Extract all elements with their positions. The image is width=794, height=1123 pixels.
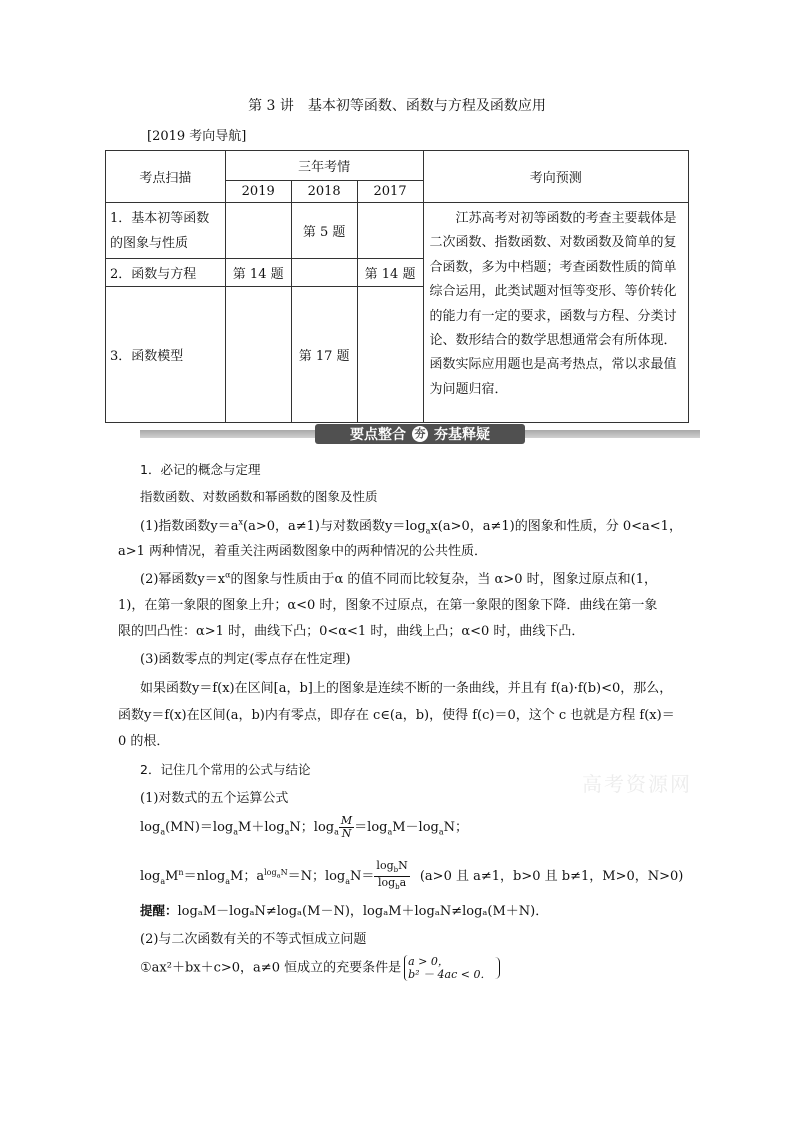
page-title: 第 3 讲 基本初等函数、函数与方程及函数应用 xyxy=(248,98,546,114)
year-2017: 2017 xyxy=(357,181,423,203)
banner-left-text: 要点整合 xyxy=(350,427,406,443)
table-row-topic-2: 2．函数与方程 xyxy=(106,259,226,287)
para-1: (1)指数函数$y=a^x(a>0$，a≠1)与对数函数$y=\log_ax(a>0$，a≠1)的图象和性质，分 0<a<1， xyxy=(140,517,682,536)
section2-heading: 2．记住几个常用的公式与结论 xyxy=(140,762,311,777)
header-three-years: 三年考情 xyxy=(225,151,423,181)
table-row-topic-1: 1．基本初等函数 的图象与性质 xyxy=(106,203,226,259)
tip-line: 提醒：logₐM－logₐN≠logₐ(M－N)，logₐM＋logₐN≠logₐ(M＋N)． xyxy=(140,903,549,919)
row3-2018: 第 17 题 xyxy=(291,287,357,423)
section1-heading: 1．必记的概念与定理 xyxy=(140,462,261,477)
para-2: (2)幂函数$y=x^\alpha$的图象与性质由于α 的值不同而比较复杂，当 α>0 时，图象过原点和(1， xyxy=(140,570,657,587)
guide-label: [2019 考向导航] xyxy=(147,129,247,144)
year-2019: 2019 xyxy=(225,181,291,203)
year-2018: 2018 xyxy=(291,181,357,203)
para-3: (3)函数零点的判定(零点存在性定理) xyxy=(140,652,351,667)
log-formula-line-1: $\log_a(MN)=\log_aM+\log_aN$；$\log_a$ $\frac{M}{N}$ $=\log_aM-\log_aN$； xyxy=(140,814,469,840)
header-scan: 考点扫描 xyxy=(106,151,226,203)
forecast-text: 江苏高考对初等函数的考查主要载体是二次函数、指数函数、对数函数及简单的复合函数，多为中档题；考查函数性质的简单综合运用，此类试题对恒等变形、等价转化的能力有一定的要求，函数与方程、分类讨论、数形结合的数学思想通常会有所体现．函数实际应用题也是高考热点，常以求最值为问题归宿． xyxy=(423,203,688,423)
header-forecast: 考向预测 xyxy=(423,151,688,203)
section-banner: 要点整合 夯 夯基释疑 xyxy=(140,424,700,444)
para-4: 如果函数y＝f(x)在区间[a，b]上的图象是连续不断的一条曲线，并且有 f(a)·f(b)<0，那么， xyxy=(140,681,673,696)
exam-trend-table xyxy=(105,150,689,423)
row2-2017: 第 14 题 xyxy=(357,259,423,287)
section2-sub2: (2)与二次函数有关的不等式恒成立问题 xyxy=(140,932,367,947)
row1-2018: 第 5 题 xyxy=(291,203,357,259)
log-formula-line-2: $\log_aM^n=nlog_aM$；$a^{log_aN}=N$；$\log_aN=$ $\frac{\log_bN}{\log_ba}$ (a>0 且 a≠1，b>0 且 b≠1，M>0，N>0) xyxy=(140,859,684,892)
quadratic-condition: ①ax²＋bx＋c>0，a≠0 恒成立的充要条件是 a > 0， b² － 4ac < 0． xyxy=(140,955,500,981)
watermark: 高考资源网 xyxy=(582,772,692,796)
section1-sub: 指数函数、对数函数和幂函数的图象及性质 xyxy=(140,489,378,504)
row2-2019: 第 14 题 xyxy=(225,259,291,287)
section2-sub: (1)对数式的五个运算公式 xyxy=(140,791,289,806)
table-row-topic-3: 3．函数模型 xyxy=(106,287,226,423)
banner-badge-icon: 夯 xyxy=(412,426,428,442)
